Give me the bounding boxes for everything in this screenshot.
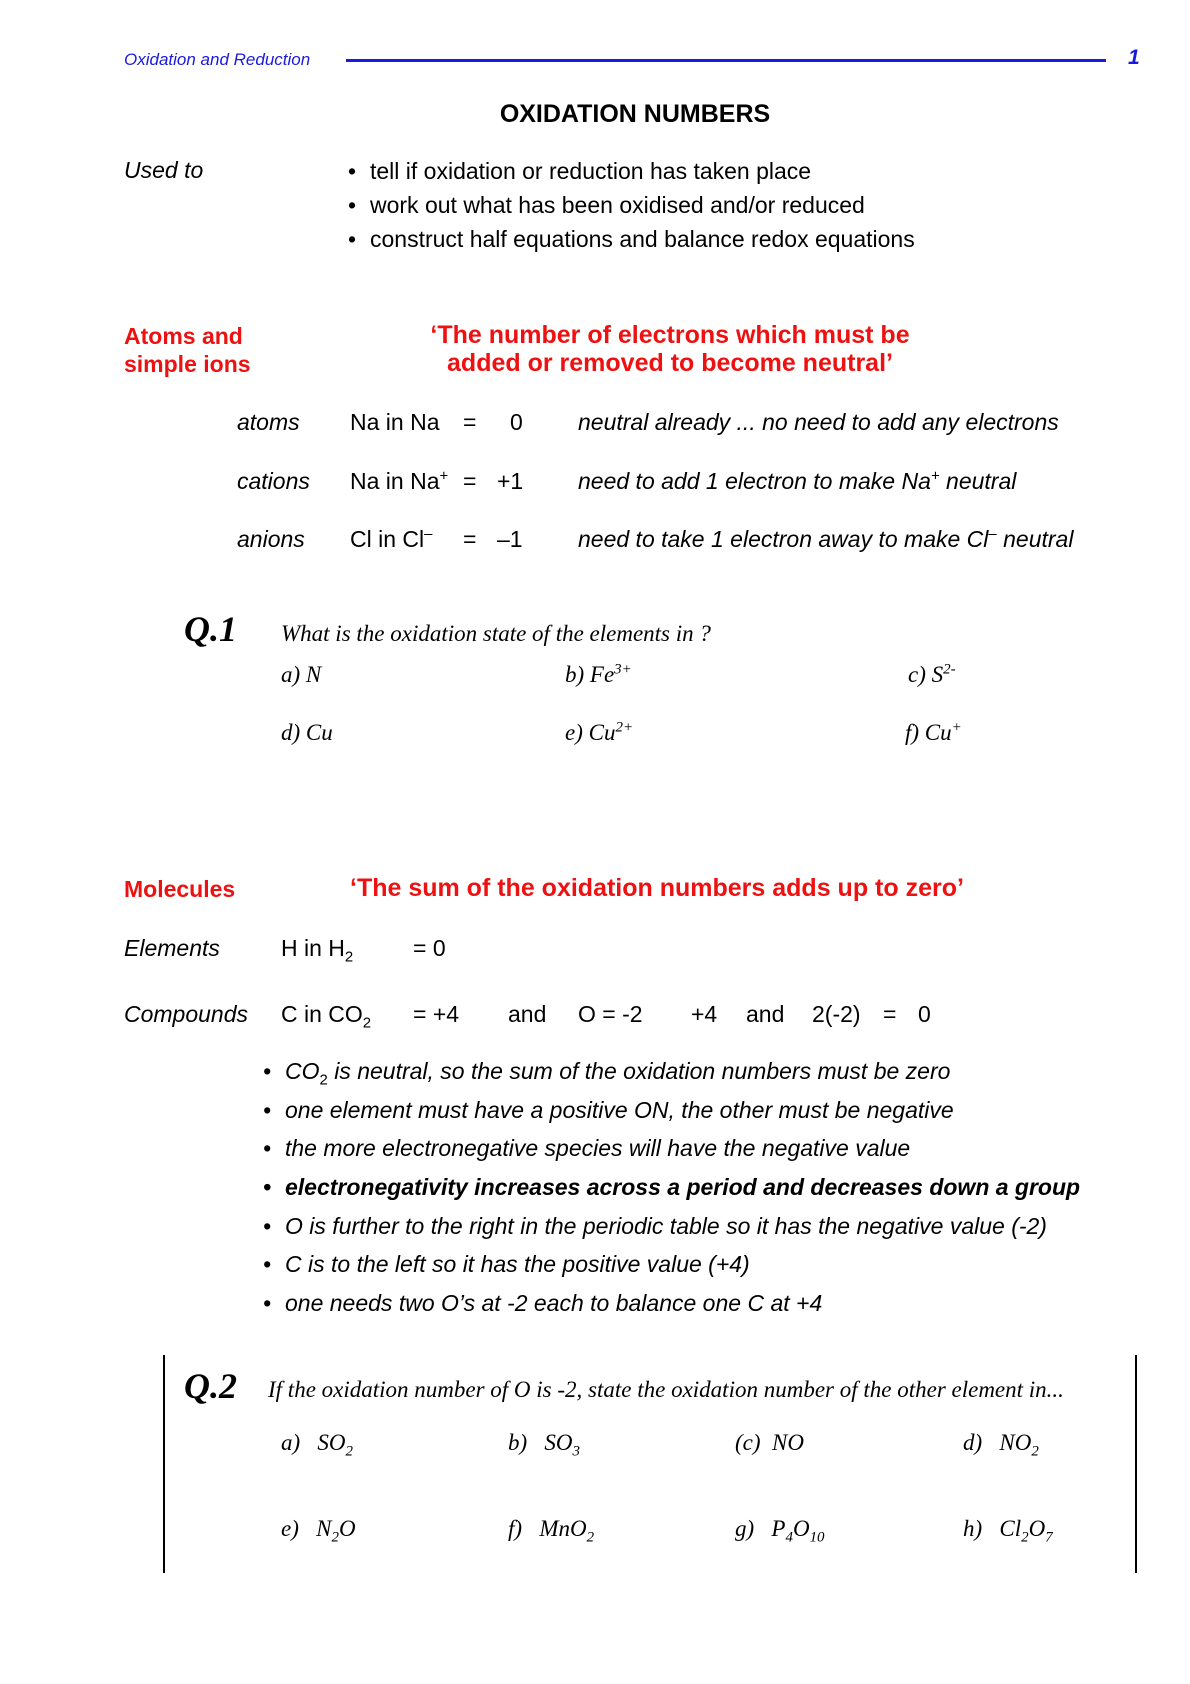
row-equals: = xyxy=(463,526,477,552)
compounds-and-2: and xyxy=(746,1001,785,1027)
q2-option-d: d) $NO_2$ xyxy=(963,1430,1039,1460)
row-explanation-anions: need to take 1 electron away to make Cl– neutral xyxy=(578,525,1074,552)
sum-equals: = xyxy=(883,1001,897,1027)
atoms-heading-line2: simple ions xyxy=(124,351,251,377)
q1-option-a: a) N xyxy=(281,662,322,687)
row-species-cations: Na in Na+ xyxy=(350,467,449,494)
oxygen-contribution: 2(-2) xyxy=(812,1001,861,1027)
list-item: • the more electronegative species will have the negative value xyxy=(263,1129,1080,1168)
list-item: • work out what has been oxidised and/or reduced xyxy=(348,188,915,222)
elements-label: Elements xyxy=(124,935,220,961)
page-title: OXIDATION NUMBERS xyxy=(499,100,771,128)
compounds-and-1: and xyxy=(508,1001,547,1027)
q2-option-e: e) $N_2O$ xyxy=(281,1516,356,1546)
section-title: Oxidation and Reduction xyxy=(124,50,311,69)
q1-option-f: f) Cu+ xyxy=(905,719,962,745)
row-equals: = xyxy=(463,409,477,435)
q2-right-border xyxy=(1135,1355,1137,1573)
row-equals: = xyxy=(463,468,477,494)
q2-left-border xyxy=(163,1355,165,1573)
row-type-anions: anions xyxy=(237,526,305,552)
q1-question: What is the oxidation state of the elements in ? xyxy=(281,621,711,646)
list-item: • tell if oxidation or reduction has taken place xyxy=(348,154,915,188)
row-species-anions: Cl in Cl– xyxy=(350,525,433,552)
oxygen-value: O = -2 xyxy=(578,1001,643,1027)
list-item: • electronegativity increases across a period and decreases down a group xyxy=(263,1168,1080,1207)
compounds-label: Compounds xyxy=(124,1001,249,1027)
list-item: • C is to the left so it has the positive value (+4) xyxy=(263,1245,1080,1284)
q1-number: Q.1 xyxy=(184,609,237,649)
q2-option-b: b) $SO_3$ xyxy=(508,1430,581,1460)
row-explanation-cations: need to add 1 electron to make Na+ neutral xyxy=(578,467,1017,494)
row-value-cations: +1 xyxy=(497,468,524,494)
molecules-definition: ‘The sum of the oxidation numbers adds up to zero’ xyxy=(350,874,964,902)
atoms-heading-line1: Atoms and xyxy=(124,323,243,349)
q1-option-b: b) $Fe^{3+}$ xyxy=(565,661,632,687)
row-type-cations: cations xyxy=(237,468,310,494)
q2-option-a: a) $SO_2$ xyxy=(281,1430,354,1460)
used-to-list xyxy=(348,154,915,256)
row-value-anions: –1 xyxy=(497,526,523,552)
definition-line2: added or removed to become neutral’ xyxy=(447,349,893,377)
elements-example: H in $H_2$ xyxy=(281,935,354,966)
row-species-atoms: Na in Na xyxy=(350,409,440,435)
list-item: • $CO_2$ is neutral, so the sum of the oxidation numbers must be zero xyxy=(263,1052,1080,1091)
row-value-atoms: 0 xyxy=(510,409,523,435)
q2-option-h: h) $Cl_2O_7$ xyxy=(963,1516,1053,1546)
atoms-definition xyxy=(390,321,950,377)
q2-option-f: f) MnO$_2$ xyxy=(508,1516,595,1546)
molecules-heading: Molecules xyxy=(124,876,236,902)
compounds-example: C in $CO_2$ xyxy=(281,1001,372,1032)
used-to-label: Used to xyxy=(124,157,204,183)
q1-option-e: e) $Cu^{2+}$ xyxy=(565,719,634,745)
carbon-contribution: +4 xyxy=(691,1001,718,1027)
atoms-heading xyxy=(124,322,251,378)
q2-option-c: (c) NO xyxy=(735,1430,804,1455)
q2-option-g: g) $P_4O_{10}$ xyxy=(735,1516,825,1546)
list-item: • one element must have a positive ON, the other must be negative xyxy=(263,1091,1080,1130)
list-item: • construct half equations and balance redox equations xyxy=(348,222,915,256)
list-item: • one needs two O’s at -2 each to balance one C at +4 xyxy=(263,1284,1080,1323)
elements-value: = 0 xyxy=(413,935,446,961)
row-explanation-atoms: neutral already ... no need to add any electrons xyxy=(578,409,1059,435)
sum-zero: 0 xyxy=(918,1001,931,1027)
q2-number: Q.2 xyxy=(184,1366,237,1406)
header-rule xyxy=(346,59,1106,62)
molecule-notes xyxy=(263,1052,1080,1323)
q1-option-c: c) $S^{2-}$ xyxy=(908,661,956,687)
compounds-value: = +4 xyxy=(413,1001,460,1027)
q2-question: If the oxidation number of O is -2, state the oxidation number of the other element in... xyxy=(268,1377,1064,1402)
page-number: 1 xyxy=(1128,46,1140,69)
row-type-atoms: atoms xyxy=(237,409,300,435)
q1-option-d: d) Cu xyxy=(281,720,333,745)
definition-line1: ‘The number of electrons which must be xyxy=(430,321,910,349)
list-item: • O is further to the right in the periodic table so it has the negative value (-2) xyxy=(263,1207,1080,1246)
